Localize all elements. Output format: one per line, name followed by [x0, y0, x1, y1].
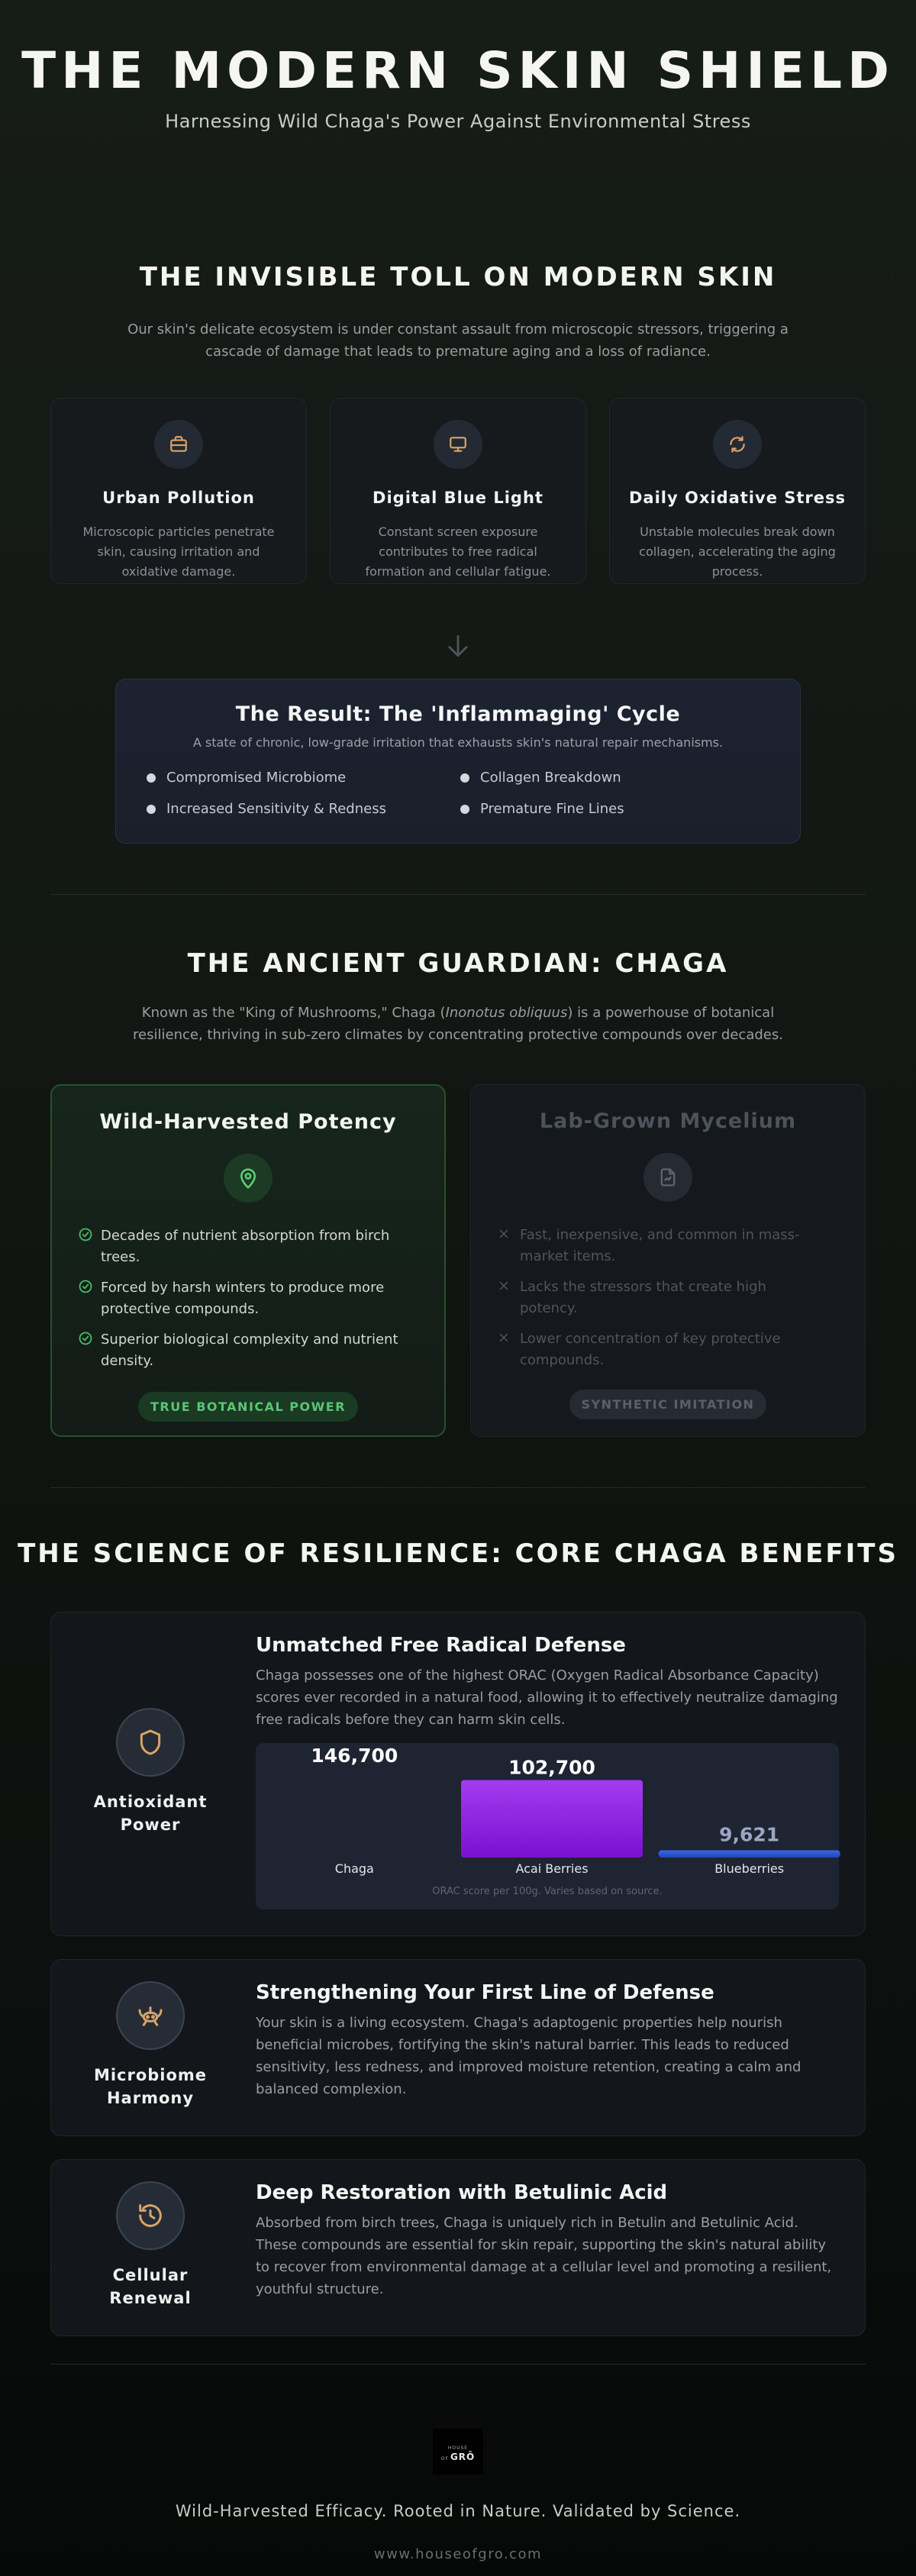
benefit-card-microbiome	[50, 1959, 866, 2136]
orac-chart	[256, 1743, 839, 1909]
result-item	[460, 770, 774, 786]
footer-tagline: Wild-Harvested Efficacy. Rooted in Nature. Validated by Science.	[175, 2502, 741, 2520]
benefit-title: Strengthening Your First Line of Defense	[256, 1981, 714, 2004]
true-botanical-badge: TRUE BOTANICAL POWER	[138, 1392, 358, 1422]
synthetic-badge: SYNTHETIC IMITATION	[569, 1390, 767, 1419]
lab-point: Lower concentration of key protective compounds.	[520, 1331, 781, 1368]
stressor-title: Daily Oxidative Stress	[628, 489, 847, 507]
result-list	[142, 770, 774, 817]
result-title: The Result: The 'Inflammaging' Cycle	[235, 702, 681, 726]
guardian-intro-post: ) is a powerhouse of botanical resilience, thriving in sub-zero climates by concentrating protective compounds over decades.	[133, 1005, 783, 1043]
bullet-icon	[147, 805, 156, 814]
file-icon	[643, 1153, 692, 1202]
history-icon	[116, 2181, 185, 2250]
benefit-label	[109, 2264, 191, 2310]
science-title: THE SCIENCE OF RESILIENCE: CORE CHAGA BENEFITS	[18, 1538, 898, 1569]
guardian-intro-species: Inonotus obliquus	[445, 1005, 568, 1021]
benefit-content	[234, 1981, 839, 2110]
value-label: 102,700	[508, 1756, 595, 1779]
result-item	[147, 770, 460, 786]
wild-title: Wild-Harvested Potency	[99, 1110, 397, 1134]
list-item	[78, 1277, 406, 1320]
guardian-title: THE ANCIENT GUARDIAN: CHAGA	[187, 948, 729, 979]
guardian-intro	[122, 1002, 794, 1046]
wild-point: Superior biological complexity and nutrient density.	[101, 1332, 398, 1369]
benefit-label	[94, 1790, 208, 1836]
toll-title: THE INVISIBLE TOLL ON MODERN SKIN	[139, 262, 777, 292]
benefit-desc: Your skin is a living ecosystem. Chaga's adaptogenic properties help nourish beneficial microbes, fortifying the skin's natural barrier. This leads to reduced sensitivity, less redness, and improved moisture retention, creating a calm and balanced complexion.	[256, 2015, 802, 2097]
stressor-desc: Microscopic particles penetrate skin, causing irritation and oxidative damage.	[82, 525, 275, 579]
monitor-icon	[434, 420, 482, 469]
list-item	[497, 1277, 825, 1319]
result-item	[460, 801, 774, 817]
lab-grown-card	[470, 1084, 866, 1437]
benefit-desc: Absorbed from birch trees, Chaga is uniquely rich in Betulin and Betulinic Acid. These compounds are essential for skin repair, supporting the skin's natural ability to recover from environmental damage at a cellular level and promoting a resilient, youthful structure.	[256, 2215, 832, 2297]
wild-point: Forced by harsh winters to produce more protective compounds.	[101, 1280, 385, 1317]
benefit-title: Deep Restoration with Betulinic Acid	[256, 2181, 668, 2204]
benefit-content	[234, 1634, 839, 1909]
toll-section	[0, 132, 916, 844]
lab-title: Lab-Grown Mycelium	[539, 1109, 797, 1133]
benefit-card-antioxidant	[50, 1612, 866, 1936]
benefit-label-line: Harmony	[106, 2089, 195, 2107]
stressor-cards	[50, 398, 866, 584]
briefcase-icon	[154, 420, 203, 469]
x-icon	[497, 1328, 520, 1351]
category-label: Chaga	[334, 1861, 374, 1876]
logo-text	[433, 2441, 483, 2462]
category-label: Acai Berries	[515, 1861, 589, 1876]
stressor-title: Digital Blue Light	[373, 489, 543, 507]
guardian-section	[0, 895, 916, 1437]
benefit-content	[234, 2181, 839, 2310]
footer-url-link[interactable]: www.houseofgro.com	[373, 2546, 543, 2562]
benefit-card-renewal	[50, 2159, 866, 2336]
result-item-label: Premature Fine Lines	[480, 801, 624, 817]
result-subtitle: A state of chronic, low-grade irritation that exhausts skin's natural repair mechanisms.	[192, 735, 724, 750]
list-item	[497, 1225, 825, 1267]
orac-chart-svg	[256, 1743, 848, 1909]
check-circle-icon	[78, 1329, 101, 1353]
brand-logo	[433, 2429, 483, 2474]
hero	[0, 0, 916, 132]
wild-points	[78, 1225, 406, 1372]
hero-title: THE MODERN SKIN SHIELD	[21, 41, 895, 100]
check-circle-icon	[78, 1225, 101, 1249]
stressor-card-oxidative	[609, 398, 866, 584]
lab-points	[497, 1225, 825, 1371]
bar-acai-berries	[461, 1780, 643, 1858]
bullet-icon	[460, 805, 469, 814]
map-pin-icon	[224, 1154, 273, 1202]
lab-point: Fast, inexpensive, and common in mass-market items.	[520, 1227, 800, 1264]
x-icon	[497, 1277, 520, 1299]
toll-intro: Our skin's delicate ecosystem is under constant assault from microscopic stressors, triggering a cascade of damage that leads to premature aging and a loss of radiance.	[127, 321, 789, 360]
bar-blueberries	[659, 1850, 840, 1858]
stressor-card-pollution	[50, 398, 307, 584]
hero-subtitle: Harnessing Wild Chaga's Power Against Environmental Stress	[165, 111, 751, 132]
benefit-desc: Chaga possesses one of the highest ORAC (Oxygen Radical Absorbance Capacity) scores ever recorded in a natural food, allowing it to effectively neutralize damaging free radicals before they can harm skin cells.	[256, 1667, 838, 1728]
lab-point: Lacks the stressors that create high potency.	[520, 1279, 766, 1316]
logo-main: GRŌ	[450, 2452, 476, 2462]
footer	[0, 2365, 916, 2562]
x-icon	[497, 1225, 520, 1248]
value-label: 9,621	[719, 1823, 780, 1846]
benefit-label	[94, 2064, 207, 2110]
bullet-icon	[460, 773, 469, 783]
inflammaging-result-card	[115, 679, 801, 844]
benefit-label-line: Microbiome	[93, 2066, 208, 2084]
benefit-label-line: Antioxidant	[93, 1792, 208, 1811]
benefit-label-line: Power	[120, 1815, 181, 1834]
guardian-intro-pre: Known as the "King of Mushrooms," Chaga (	[141, 1005, 446, 1021]
logo-small: HOUSE OF	[440, 2445, 469, 2461]
benefit-title: Unmatched Free Radical Defense	[256, 1634, 626, 1657]
arrow-down-icon	[0, 631, 916, 662]
benefit-badge	[66, 1981, 234, 2110]
stressor-desc: Constant screen exposure contributes to free radical formation and cellular fatigue.	[365, 525, 551, 579]
check-circle-icon	[78, 1277, 101, 1301]
benefit-badge	[66, 1634, 234, 1909]
comparison	[50, 1084, 866, 1437]
stressor-title: Urban Pollution	[102, 489, 255, 507]
stressor-card-blue-light	[330, 398, 586, 584]
list-item	[78, 1225, 406, 1268]
result-item	[147, 801, 460, 817]
benefit-label-line: Cellular	[112, 2266, 189, 2284]
benefit-label-line: Renewal	[109, 2289, 192, 2307]
chart-note: ORAC score per 100g. Varies based on source.	[432, 1886, 663, 1897]
shield-icon	[116, 1708, 185, 1777]
category-label: Blueberries	[714, 1861, 785, 1876]
result-item-label: Collagen Breakdown	[480, 770, 621, 786]
list-item	[497, 1328, 825, 1371]
wild-point: Decades of nutrient absorption from birch trees.	[101, 1228, 390, 1265]
list-item	[78, 1329, 406, 1372]
value-label: 146,700	[311, 1745, 398, 1767]
benefit-badge	[66, 2181, 234, 2310]
result-item-label: Increased Sensitivity & Redness	[166, 801, 386, 817]
refresh-icon	[713, 420, 762, 469]
bullet-icon	[147, 773, 156, 783]
result-item-label: Compromised Microbiome	[166, 770, 347, 786]
stressor-desc: Unstable molecules break down collagen, accelerating the aging process.	[639, 525, 836, 579]
science-section	[0, 1488, 916, 2336]
wild-harvested-card	[50, 1084, 446, 1437]
microbe-icon	[116, 1981, 185, 2050]
